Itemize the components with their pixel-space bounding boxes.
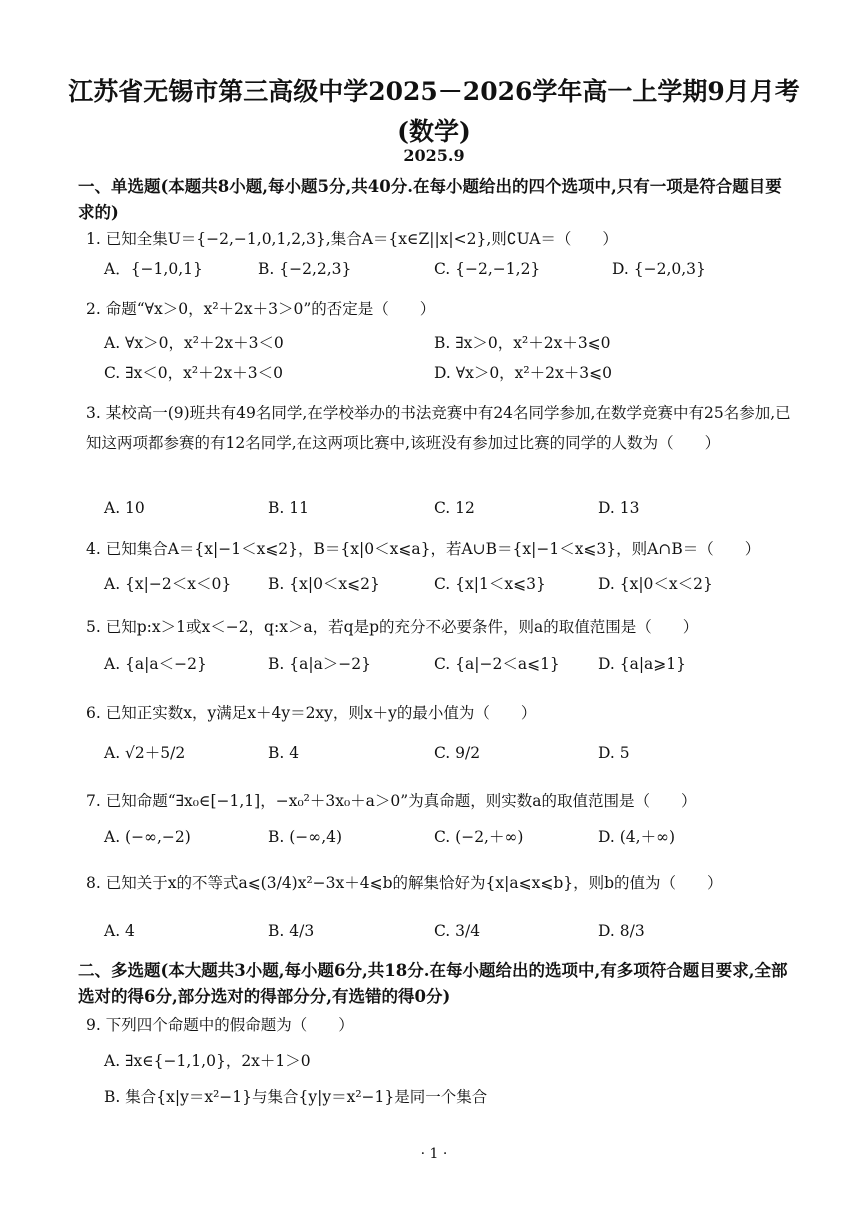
question-9-stem: 9. 下列四个命题中的假命题为（ ） <box>86 1016 354 1034</box>
q5-option-a: A. {a|a＜−2} <box>104 655 207 673</box>
q6-option-b: B. 4 <box>268 744 300 762</box>
question-2-stem: 2. 命题“∀x＞0，x²＋2x＋3＞0”的否定是（ ） <box>86 300 436 318</box>
q1-option-b: B. {−2,2,3} <box>258 260 352 278</box>
q8-option-d: D. 8/3 <box>598 922 645 940</box>
question-2-options-row1 <box>0 328 868 358</box>
exam-title: 江苏省无锡市第三高级中学2025－2026学年高一上学期9月月考(数学) <box>68 77 800 146</box>
question-5-options <box>0 649 868 679</box>
q2-option-a: A. ∀x＞0，x²＋2x＋3＜0 <box>104 334 284 352</box>
question-5-stem: 5. 已知p:x＞1或x＜−2，q:x＞a，若q是p的充分不必要条件，则a的取值范围是（ ） <box>86 618 699 636</box>
question-1-options <box>0 254 868 284</box>
q1-option-d: D. {−2,0,3} <box>612 260 706 278</box>
question-8-options <box>0 916 868 946</box>
q7-option-d: D. (4,＋∞) <box>598 828 676 846</box>
exam-date: 2025.9 <box>403 146 465 165</box>
q4-option-a: A. {x|−2＜x＜0} <box>104 575 232 593</box>
q4-option-c: C. {x|1＜x⩽3} <box>434 575 546 593</box>
question-2-options-row2 <box>0 358 868 388</box>
q7-option-b: B. (−∞,4) <box>268 828 343 846</box>
question-6-options <box>0 738 868 768</box>
q8-option-a: A. 4 <box>104 922 135 940</box>
q5-option-b: B. {a|a＞−2} <box>268 655 372 673</box>
section-multiple-choice-header: 二、多选题(本大题共3小题,每小题6分,共18分.在每小题给出的选项中,有多项符合题目要求,全部选对的得6分,部分选对的得部分分,有选错的得0分) <box>78 961 788 1006</box>
section-single-choice-header: 一、单选题(本题共8小题,每小题5分,共40分.在每小题给出的四个选项中,只有一项是符合题目要求的) <box>78 177 782 222</box>
question-8-stem: 8. 已知关于x的不等式a⩽(3/4)x²−3x＋4⩽b的解集恰好为{x|a⩽x⩽b}，则b的值为（ ） <box>86 874 723 892</box>
q6-option-c: C. 9/2 <box>434 744 481 762</box>
q9-option-b: B. 集合{x|y＝x²−1}与集合{y|y＝x²−1}是同一个集合 <box>104 1088 488 1106</box>
q6-option-d: D. 5 <box>598 744 630 762</box>
question-6-stem: 6. 已知正实数x，y满足x＋4y＝2xy，则x＋y的最小值为（ ） <box>86 704 537 722</box>
question-7-options <box>0 822 868 852</box>
page-number: · 1 · <box>420 1146 448 1162</box>
q8-option-c: C. 3/4 <box>434 922 481 940</box>
q2-option-b: B. ∃x＞0，x²＋2x＋3⩽0 <box>434 334 611 352</box>
question-1-stem: 1. 已知全集U＝{−2,−1,0,1,2,3},集合A＝{x∈Z||x|<2},则∁UA＝（ ） <box>86 230 618 248</box>
q5-option-c: C. {a|−2＜a⩽1} <box>434 655 560 673</box>
q5-option-d: D. {a|a⩾1} <box>598 655 687 673</box>
q3-option-d: D. 13 <box>598 499 640 517</box>
q6-option-a: A. √2＋5/2 <box>104 744 186 762</box>
q7-option-c: C. (−2,＋∞) <box>434 828 524 846</box>
q4-option-d: D. {x|0＜x＜2} <box>598 575 713 593</box>
question-9-option-a-row <box>0 1046 868 1076</box>
q7-option-a: A. (−∞,−2) <box>104 828 191 846</box>
question-9-option-b-row <box>0 1082 868 1112</box>
question-3-options <box>0 493 868 523</box>
q8-option-b: B. 4/3 <box>268 922 315 940</box>
q1-option-c: C. {−2,−1,2} <box>434 260 541 278</box>
q3-option-b: B. 11 <box>268 499 309 517</box>
q9-option-a: A. ∃x∈{−1,1,0}，2x＋1＞0 <box>104 1052 311 1070</box>
question-3-stem: 3. 某校高一(9)班共有49名同学,在学校举办的书法竞赛中有24名同学参加,在数学竞赛中有25名参加,已知这两项都参赛的有12名同学,在这两项比赛中,该班没有参加过比赛的同学的人数为（ ） <box>86 404 791 452</box>
q1-option-a: A．{−1,0,1} <box>104 260 203 278</box>
q2-option-c: C. ∃x＜0，x²＋2x＋3＜0 <box>104 364 283 382</box>
question-4-options <box>0 569 868 599</box>
q3-option-a: A. 10 <box>104 499 145 517</box>
q4-option-b: B. {x|0＜x⩽2} <box>268 575 380 593</box>
q2-option-d: D. ∀x＞0，x²＋2x＋3⩽0 <box>434 364 612 382</box>
question-7-stem: 7. 已知命题“∃x₀∈[−1,1]，−x₀²＋3x₀＋a＞0”为真命题，则实数a的取值范围是（ ） <box>86 792 697 810</box>
q3-option-c: C. 12 <box>434 499 475 517</box>
question-4-stem: 4. 已知集合A＝{x|−1＜x⩽2}，B＝{x|0＜x⩽a}，若A∪B＝{x|−1＜x⩽3}，则A∩B＝（ ） <box>86 540 761 558</box>
